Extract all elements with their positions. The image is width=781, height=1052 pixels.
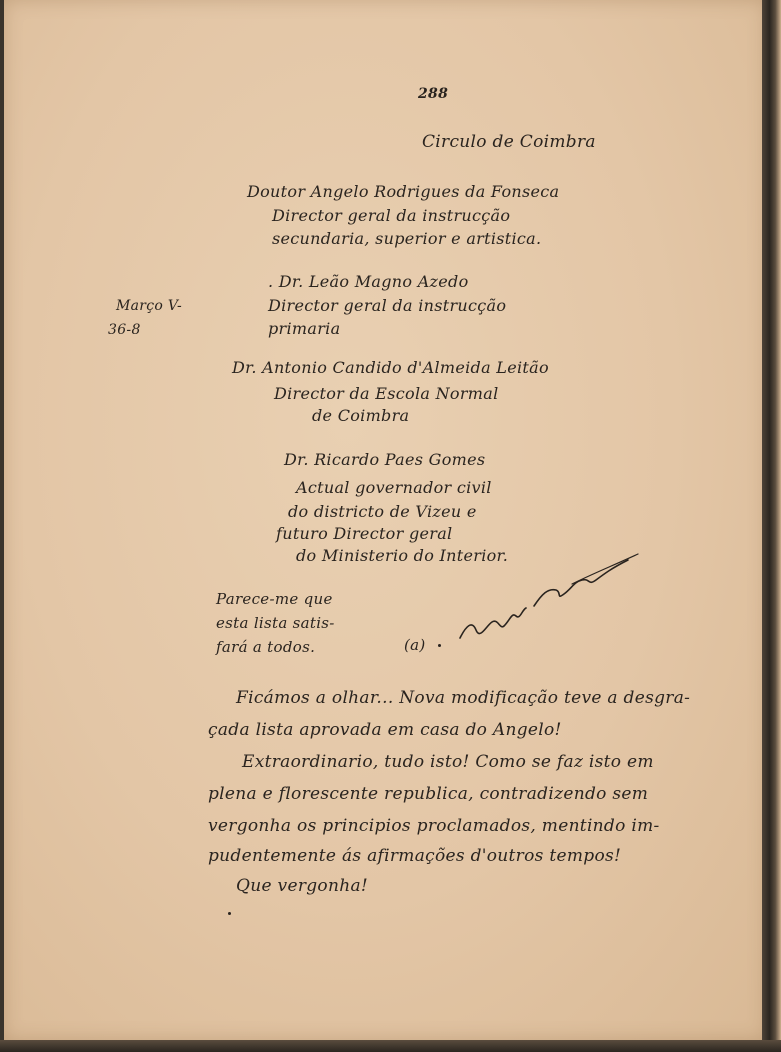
nominee-3-title-cont: de Coimbra [312, 406, 410, 425]
nominee-2-name: . Dr. Leão Magno Azedo [268, 272, 469, 291]
paragraph-line-4: plena e florescente republica, contradizendo sem [208, 784, 649, 804]
side-note-line-1: Parece-me que [216, 590, 333, 608]
nominee-3-title: Director da Escola Normal [274, 384, 499, 403]
margin-note-line-2: 36-8 [108, 322, 141, 338]
paragraph-line-2: çada lista aprovada em casa do Angelo! [208, 720, 562, 740]
paragraph-line-7: Que vergonha! [236, 876, 369, 896]
side-note-line-2: esta lista satis- [216, 614, 335, 632]
paper-sheet [4, 0, 766, 1040]
paragraph-line-1: Ficámos a olhar... Nova modificação teve a desgra- [236, 688, 691, 708]
nominee-1-title-cont: secundaria, superior e artistica. [272, 229, 542, 248]
nominee-1-title: Director geral da instrucção [272, 206, 511, 225]
handwritten-signature [452, 550, 642, 650]
nominee-4-title-cont-1: do districto de Vizeu e [288, 502, 477, 521]
nominee-1-name: Doutor Angelo Rodrigues da Fonseca [247, 182, 560, 201]
page-number: 288 [418, 86, 449, 102]
nominee-4-name: Dr. Ricardo Paes Gomes [284, 450, 486, 469]
book-bottom-edge [0, 1040, 781, 1052]
margin-note-line-1: Março V- [116, 298, 183, 314]
nominee-3-name: Dr. Antonio Candido d'Almeida Leitão [232, 358, 549, 377]
nominee-4-title: Actual governador civil [296, 478, 492, 497]
paragraph-line-3: Extraordinario, tudo isto! Como se faz isto em [242, 752, 654, 772]
signature-stroke [452, 550, 642, 650]
paragraph-line-5: vergonha os principios proclamados, mentindo im- [208, 816, 660, 836]
book-edge [762, 0, 781, 1052]
signature-prefix: (a) [404, 636, 426, 654]
paragraph-line-6: pudentemente ás afirmações d'outros tempos! [208, 846, 622, 866]
document-heading: Circulo de Coimbra [422, 132, 596, 152]
nominee-2-title: Director geral da instrucção [268, 296, 507, 315]
nominee-4-title-cont-3: do Ministerio do Interior. [296, 546, 509, 565]
ink-dot [438, 644, 441, 647]
nominee-2-title-cont: primaria [268, 319, 341, 338]
nominee-4-title-cont-2: futuro Director geral [276, 524, 453, 543]
ink-dot-bottom [228, 912, 231, 915]
side-note-line-3: fará a todos. [216, 638, 316, 656]
